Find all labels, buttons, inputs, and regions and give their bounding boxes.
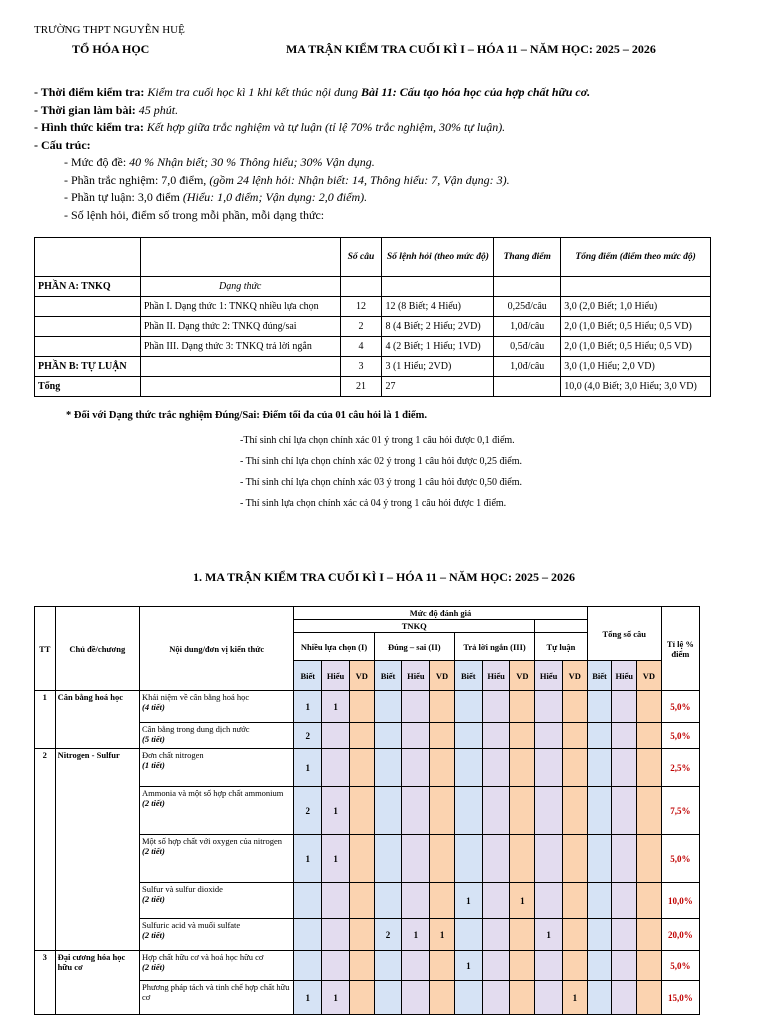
department-name: TỔ HÓA HỌC [72,42,150,56]
content-cell [139,749,293,787]
count-cell [402,981,430,1015]
count-cell: 1 [322,787,350,835]
count-cell [454,919,482,951]
header-mc: Nhiều lựa chọn (I) [294,633,374,661]
content-name: Một số hợp chất với oxygen của nitrogen [141,836,282,846]
count-cell [322,723,350,749]
notes-lead: * Đối với Dạng thức trắc nghiệm Đúng/Sai: Điểm tối đa của 01 câu hỏi là 1 điểm. [66,410,427,421]
level-line: - Mức độ đề: 40 % Nhận biết; 30 % Thông hiểu; 30% Vận dụng. [64,155,375,169]
count-cell [510,749,535,787]
count-cell [482,749,510,787]
content-name: Khái niệm về cân bằng hoá học [141,692,250,702]
table-row: Tổng 21 27 10,0 (4,0 Biết; 3,0 Hiểu; 3,0 VD) [35,377,711,397]
count-cell [349,691,374,723]
content-periods: (2 tiết) [141,962,165,972]
count-cell [322,883,350,919]
percent-cell: 2,5% [661,749,699,787]
content-name: Phương pháp tách và tinh chế hợp chất hữu cơ [141,982,290,1002]
count-cell [562,883,587,919]
percent-cell: 20,0% [661,919,699,951]
count-cell [612,749,637,787]
count-cell [482,919,510,951]
content-name: Hợp chất hữu cơ và hoá học hữu cơ [141,952,264,962]
header-essay: Tự luận [535,633,587,661]
count-cell [349,723,374,749]
count-cell [612,883,637,919]
topic-name: Cân bằng hoá học [55,691,139,749]
count-cell [322,951,350,981]
count-cell: 1 [535,919,563,951]
header-short: Trả lời ngắn (III) [454,633,534,661]
table-row [35,951,700,981]
count-cell [587,691,612,723]
count-line: - Số lệnh hỏi, điểm số trong mỗi phần, mỗi dạng thức: [64,207,325,222]
count-cell [535,787,563,835]
count-cell [374,883,402,919]
exam-form-line: - Hình thức kiểm tra: Kết hợp giữa trắc nghiệm và tự luận (tỉ lệ 70% trắc nghiệm, 30% tự luận). [34,120,506,134]
count-cell [482,723,510,749]
header-tnkq: TNKQ [294,620,535,633]
count-cell [374,835,402,883]
header-so-cau: Số câu [340,238,382,277]
table-row: PHẦN B: TỰ LUẬN 3 3 (1 Hiểu; 2VD) 1,0đ/câu 3,0 (1,0 Hiểu; 2,0 VD) [35,357,711,377]
count-cell [349,749,374,787]
header-ratio: Tỉ lệ % điểm [661,607,699,691]
topic-number: 2 [35,749,56,951]
count-cell: 1 [402,919,430,951]
count-cell [562,691,587,723]
count-cell [374,951,402,981]
matrix-table [34,606,700,1015]
count-cell [402,835,430,883]
content-periods: (1 tiết) [141,760,165,770]
percent-cell: 15,0% [661,981,699,1015]
count-cell [535,883,563,919]
count-cell [430,835,455,883]
table-row: Phần III. Dạng thức 3: TNKQ trả lời ngắn 4 4 (2 Biết; 1 Hiểu; 1VD) 0,5đ/câu 2,0 (1,0 Biết; 0,5 Hiểu; 0,5 VD) [35,337,711,357]
content-cell [139,691,293,723]
count-cell [402,883,430,919]
percent-cell: 5,0% [661,951,699,981]
count-cell [612,981,637,1015]
count-cell [374,787,402,835]
count-cell [510,951,535,981]
count-cell [482,691,510,723]
percent-cell: 7,5% [661,787,699,835]
count-cell [562,787,587,835]
header-thang-diem: Thang điểm [494,238,561,277]
count-cell [430,787,455,835]
count-cell [430,981,455,1015]
content-cell [139,981,293,1015]
count-cell: 1 [294,691,322,723]
count-cell: 1 [430,919,455,951]
percent-cell: 5,0% [661,691,699,723]
content-periods: (2 tiết) [141,798,165,808]
content-name: Ammonia và một số hợp chất ammonium [141,788,284,798]
matrix-body [35,691,700,1015]
summary-header-row [35,238,711,277]
count-cell [510,835,535,883]
structure-label: - Cấu trúc: [34,137,91,152]
count-cell [637,919,662,951]
count-cell [637,749,662,787]
topic-number: 1 [35,691,56,749]
note-item: - Thí sinh chỉ lựa chọn chính xác 02 ý trong 1 câu hỏi được 0,25 điểm. [240,456,522,467]
count-cell [430,883,455,919]
count-cell [587,749,612,787]
count-cell [349,883,374,919]
percent-cell: 5,0% [661,835,699,883]
count-cell [402,749,430,787]
exam-time-line: - Thời điểm kiểm tra: Kiểm tra cuối học kì 1 khi kết thúc nội dung Bài 11: Cấu tạo hóa học của hợp chất hữu cơ. [34,85,591,99]
count-cell [637,691,662,723]
content-cell [139,835,293,883]
count-cell [482,883,510,919]
count-cell [587,919,612,951]
count-cell: 1 [294,981,322,1015]
count-cell [374,749,402,787]
essay-line: - Phần tự luận: 3,0 điểm (Hiểu: 1,0 điểm; Vận dụng: 2,0 điểm). [64,190,368,204]
table-row [35,691,700,723]
table-row: PHẦN A: TNKQ Dạng thức [35,277,711,297]
header-so-lenh-hoi: Số lệnh hỏi (theo mức độ) [382,238,494,277]
count-cell [637,883,662,919]
note-item: - Thí sinh lựa chọn chính xác cả 04 ý trong 1 câu hỏi được 1 điểm. [240,498,507,509]
exam-info [34,84,590,224]
table-row: Phần II. Dạng thức 2: TNKQ đúng/sai 2 8 (4 Biết; 2 Hiểu; 2VD) 1,0đ/câu 2,0 (1,0 Biết; 0,5 Hiểu; 0,5 VD) [35,317,711,337]
count-cell [510,787,535,835]
count-cell [349,919,374,951]
count-cell [322,749,350,787]
count-cell [510,691,535,723]
count-cell [374,981,402,1015]
count-cell [454,749,482,787]
percent-cell: 10,0% [661,883,699,919]
note-item: - Thí sinh chỉ lựa chọn chính xác 03 ý trong 1 câu hỏi được 0,50 điểm. [240,477,522,488]
content-name: Sulfur và sulfur dioxide [141,884,223,894]
count-cell: 1 [294,749,322,787]
count-cell [562,723,587,749]
count-cell [535,981,563,1015]
count-cell [374,723,402,749]
count-cell: 1 [454,883,482,919]
count-cell [535,951,563,981]
count-cell: 1 [454,951,482,981]
count-cell [454,835,482,883]
count-cell [430,723,455,749]
count-cell [294,951,322,981]
topic-name: Đại cương hóa học hữu cơ [55,951,139,1015]
count-cell [612,919,637,951]
count-cell [322,919,350,951]
count-cell [349,981,374,1015]
header-tong-diem: Tổng điểm (điểm theo mức độ) [561,238,711,277]
content-periods: (2 tiết) [141,894,165,904]
note-item: -Thí sinh chỉ lựa chọn chính xác 01 ý trong 1 câu hỏi được 0,1 điểm. [240,435,515,446]
content-cell [139,787,293,835]
count-cell [612,787,637,835]
count-cell [587,835,612,883]
content-cell [139,919,293,951]
count-cell [587,951,612,981]
content-name: Sulfuric acid và muối sulfate [141,920,241,930]
header-level: Mức độ đánh giá [294,607,587,620]
matrix-header-row [35,607,700,620]
count-cell: 1 [322,835,350,883]
content-cell [139,883,293,919]
topic-number: 3 [35,951,56,1015]
count-cell [535,749,563,787]
table-row: Phần I. Dạng thức 1: TNKQ nhiều lựa chọn 12 12 (8 Biết; 4 Hiểu) 0,25đ/câu 3,0 (2,0 Biết; 1,0 Hiểu) [35,297,711,317]
mc-line: - Phần trắc nghiệm: 7,0 điểm, (gồm 24 lệnh hỏi: Nhận biết: 14, Thông hiểu: 7, Vận dụng: 3). [64,172,510,187]
header-topic: Chủ đề/chương [55,607,139,691]
count-cell: 2 [294,787,322,835]
count-cell [637,981,662,1015]
summary-table [34,237,711,397]
count-cell [510,981,535,1015]
count-cell [482,787,510,835]
count-cell [587,981,612,1015]
content-name: Đơn chất nitrogen [141,750,204,760]
count-cell [482,951,510,981]
content-periods: (2 tiết) [141,930,165,940]
count-cell [612,691,637,723]
count-cell [637,951,662,981]
topic-name: Nitrogen - Sulfur [55,749,139,951]
count-cell [562,749,587,787]
count-cell [562,919,587,951]
count-cell: 1 [562,981,587,1015]
count-cell [294,919,322,951]
count-cell [587,883,612,919]
count-cell [562,951,587,981]
count-cell [402,787,430,835]
count-cell: 1 [322,981,350,1015]
header-tt: TT [35,607,56,691]
table-row [35,749,700,787]
content-cell [139,951,293,981]
count-cell [587,787,612,835]
count-cell [612,835,637,883]
header-tf: Đúng – sai (II) [374,633,454,661]
count-cell [587,723,612,749]
count-cell [430,951,455,981]
count-cell [535,723,563,749]
count-cell [454,691,482,723]
count-cell [637,723,662,749]
count-cell: 1 [510,883,535,919]
count-cell [402,723,430,749]
count-cell [349,787,374,835]
count-cell: 2 [374,919,402,951]
count-cell [637,787,662,835]
count-cell [562,835,587,883]
count-cell [374,691,402,723]
count-cell [349,951,374,981]
header-total: Tổng số câu [587,607,661,661]
content-periods: (4 tiết) [141,702,165,712]
document-title: MA TRẬN KIỂM TRA CUỐI KÌ I – HÓA 11 – NĂM HỌC: 2025 – 2026 [286,42,656,56]
count-cell [454,723,482,749]
count-cell [402,691,430,723]
content-name: Cân bằng trong dung dịch nước [141,724,250,734]
exam-duration-line: - Thời gian làm bài: 45 phút. [34,102,179,117]
count-cell [402,951,430,981]
count-cell: 1 [294,835,322,883]
count-cell [294,883,322,919]
notes-list [240,430,522,514]
section-title: 1. MA TRẬN KIỂM TRA CUỐI KÌ I – HÓA 11 – NĂM HỌC: 2025 – 2026 [193,570,575,584]
count-cell: 1 [322,691,350,723]
content-periods: (2 tiết) [141,846,165,856]
matrix-level-row: Biết Hiểu VD Biết Hiểu VD Biết Hiểu VD Hiểu VD Biết Hiểu VD [35,661,700,691]
school-name: TRƯỜNG THPT NGUYỄN HUỆ [34,24,185,36]
count-cell [430,749,455,787]
count-cell [430,691,455,723]
content-periods: (5 tiết) [141,734,165,744]
count-cell [454,787,482,835]
count-cell [510,919,535,951]
count-cell [349,835,374,883]
count-cell [510,723,535,749]
count-cell: 2 [294,723,322,749]
count-cell [482,981,510,1015]
count-cell [612,951,637,981]
percent-cell: 5,0% [661,723,699,749]
count-cell [535,835,563,883]
count-cell [482,835,510,883]
count-cell [535,691,563,723]
header-content: Nội dung/đơn vị kiến thức [139,607,293,691]
count-cell [612,723,637,749]
content-cell [139,723,293,749]
count-cell [637,835,662,883]
count-cell [454,981,482,1015]
